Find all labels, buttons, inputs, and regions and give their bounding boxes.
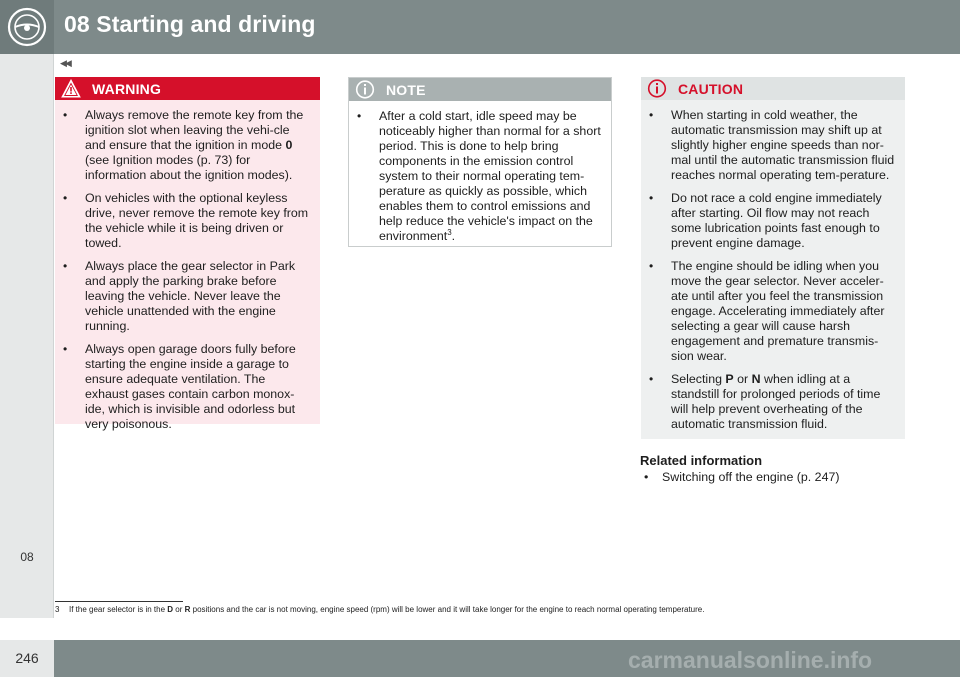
- note-list: [379, 109, 601, 244]
- chapter-side-tab[interactable]: [0, 54, 54, 618]
- info-icon: [647, 79, 667, 98]
- caution-box: [641, 77, 905, 439]
- warning-box: [55, 77, 320, 431]
- list-item: • Selecting P or N when idling at a standstill for prolonged periods of time will help prevent overheating of the automatic transmission fluid.: [671, 372, 895, 432]
- list-item: • After a cold start, idle speed may be noticeably higher than normal for a short period. This is done to help bring components in the emission control system to their normal operating tem-perature as quickly as possible, which enables them to control emissions and help reduce the vehicle's impact on the environment$^3$.: [379, 109, 601, 244]
- warning-title: WARNING: [92, 81, 162, 97]
- related-information: [640, 453, 905, 484]
- back-navigation-arrows[interactable]: ◀◀: [60, 58, 70, 68]
- related-link-switching-off-engine[interactable]: • Switching off the engine (p. 247): [640, 470, 905, 484]
- note-title: NOTE: [386, 82, 426, 98]
- steering-wheel-icon: [0, 0, 54, 54]
- chapter-title: 08 Starting and driving: [64, 11, 316, 37]
- list-item: • Always place the gear selector in Park and apply the parking brake before leaving the vehicle. Never leave the vehicle unattended with the engine running.: [85, 259, 310, 334]
- footnote: 3 If the gear selector is in the D or R positions and the car is not moving, engine speed (rpm) will be lower and it will take longer for the engine to reach normal operating temperature.: [55, 605, 705, 614]
- info-icon: [355, 80, 375, 99]
- list-item: • Do not race a cold engine immediately after starting. Oil flow may not reach some lubrication points fast enough to prevent engine damage.: [671, 191, 895, 251]
- warning-header: [55, 77, 320, 100]
- chapter-side-tab-label: 08: [20, 550, 34, 564]
- caution-list: [671, 108, 895, 432]
- list-item: • The engine should be idling when you move the gear selector. Never acceler-ate until after you feel the transmission engage. Accelerating immediately after selecting a gear will cause harsh engagement and premature transmis-sion wear.: [671, 259, 895, 364]
- page-number: 246: [15, 650, 39, 666]
- warning-triangle-icon: [61, 79, 81, 98]
- watermark: carmanualsonline.info: [628, 647, 873, 673]
- list-item: • Always open garage doors fully before starting the engine inside a garage to ensure adequate ventilation. The exhaust gases contain carbon monox-ide, which is invisible and odorless but very poisonous.: [85, 342, 310, 432]
- footnote-divider: [55, 601, 183, 602]
- note-box: [348, 77, 612, 247]
- list-item: • Always remove the remote key from the ignition slot when leaving the vehi-cle and ensure that the ignition in mode 0 (see Ignition modes (p. 73) for information about the ignition modes).: [85, 108, 310, 183]
- related-information-heading: Related information: [640, 453, 763, 468]
- footnote-number: 3: [55, 605, 60, 614]
- footnote-reference[interactable]: 3: [447, 227, 452, 237]
- caution-header: [641, 77, 905, 100]
- note-header: [349, 78, 611, 101]
- chapter-icon-box: [0, 0, 54, 54]
- caution-title: CAUTION: [678, 81, 744, 97]
- warning-list: [85, 108, 310, 432]
- list-item: • When starting in cold weather, the automatic transmission may shift up at slightly higher engine speeds than nor-mal until the automatic transmission fluid reaches normal operating tem-perature.: [671, 108, 895, 183]
- list-item: • On vehicles with the optional keyless drive, never remove the remote key from the vehicle while it is being driven or towed.: [85, 191, 310, 251]
